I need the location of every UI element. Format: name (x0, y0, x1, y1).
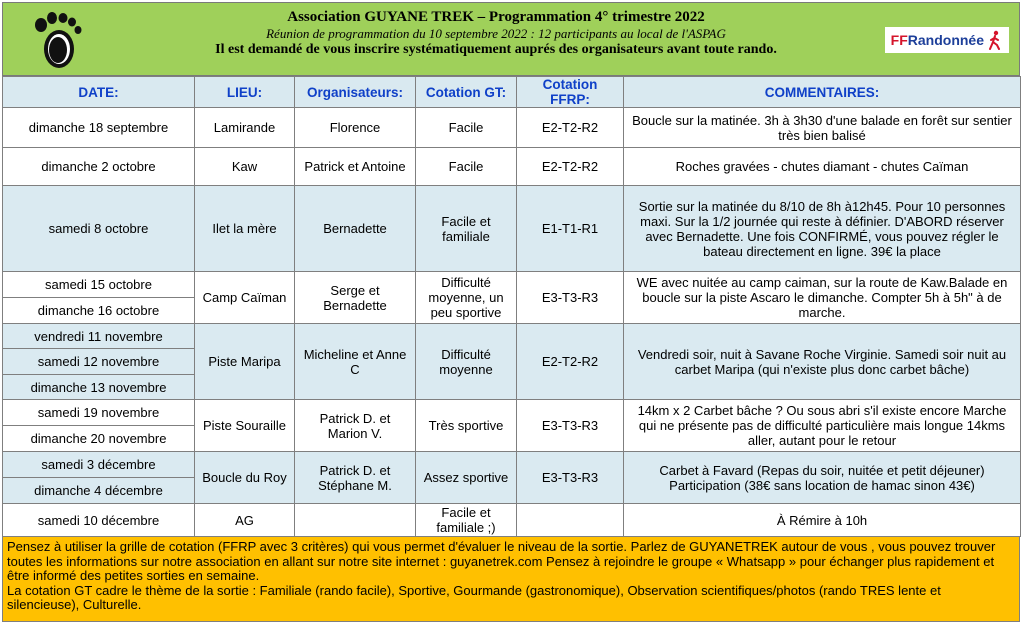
cotation-gt-cell: Facile et familiale (416, 186, 517, 272)
table-row (3, 272, 1021, 298)
cotation-ffrp-cell: E2-T2-R2 (517, 324, 624, 400)
cotation-ffrp-cell (517, 504, 624, 537)
organisateurs-cell: Micheline et Anne C (295, 324, 416, 400)
organisateurs-cell: Bernadette (295, 186, 416, 272)
lieu-cell: Piste Maripa (195, 324, 295, 400)
organisateurs-cell: Patrick D. et Stéphane M. (295, 452, 416, 504)
lieu-cell: Boucle du Roy (195, 452, 295, 504)
hiker-icon (987, 30, 1003, 50)
footer-text-2: La cotation GT cadre le thème de la sortie : Familiale (rando facile), Sportive, Gourmande (gastronomique), Observation scientifiques/photos (rando TRES lente et silencieuse), Culturelle. (7, 582, 941, 612)
cotation-ffrp-cell: E3-T3-R3 (517, 452, 624, 504)
organisateurs-cell (295, 504, 416, 537)
date-cell: samedi 15 octobre (3, 272, 195, 298)
column-header-lieu: LIEU: (195, 77, 295, 108)
date-cell: dimanche 18 septembre (3, 108, 195, 148)
column-header-organisateurs: Organisateurs: (295, 77, 416, 108)
commentaires-cell: 14km x 2 Carbet bâche ? Ou sous abri s'il existe encore Marche qui ne présente pas de difficulté particulière mais longue 14kms aller, autant pour le retour (624, 400, 1021, 452)
header-text-block (113, 9, 879, 58)
lieu-cell: AG (195, 504, 295, 537)
date-cell: dimanche 20 novembre (3, 426, 195, 452)
table-row (3, 452, 1021, 478)
lieu-cell: Kaw (195, 148, 295, 186)
lieu-cell: Lamirande (195, 108, 295, 148)
ffr-logo-ff: FF (890, 32, 908, 48)
table-row (3, 108, 1021, 148)
date-cell: dimanche 16 octobre (3, 298, 195, 324)
program-table (2, 76, 1021, 537)
commentaires-cell: Sortie sur la matinée du 8/10 de 8h à12h45. Pour 10 personnes maxi. Sur la 1/2 journée qui reste à définier. D'ABORD réserver avec Bernadette. Une fois CONFIRMÉ, vous pouvez régler le bateau directement en ligne. 39€ la place (624, 186, 1021, 272)
cotation-gt-cell: Difficulté moyenne, un peu sportive (416, 272, 517, 324)
date-cell: samedi 10 décembre (3, 504, 195, 537)
page-subtitle: Réunion de programmation du 10 septembre 2022 : 12 participants au local de l'ASPAG (266, 26, 726, 41)
commentaires-cell: À Rémire à 10h (624, 504, 1021, 537)
column-header-commentaires: COMMENTAIRES: (624, 77, 1021, 108)
table-body (3, 108, 1021, 537)
cotation-gt-cell: Facile (416, 108, 517, 148)
organisateurs-cell: Patrick D. et Marion V. (295, 400, 416, 452)
commentaires-cell: Vendredi soir, nuit à Savane Roche Virginie. Samedi soir nuit au carbet Maripa (qui n'existe plus donc carbet bâche) (624, 324, 1021, 400)
cotation-gt-cell: Difficulté moyenne (416, 324, 517, 400)
ffrandonnee-logo (885, 27, 1009, 53)
date-cell: samedi 8 octobre (3, 186, 195, 272)
date-cell: samedi 3 décembre (3, 452, 195, 478)
footer-notes (2, 537, 1020, 622)
organisateurs-cell: Patrick et Antoine (295, 148, 416, 186)
date-cell: dimanche 2 octobre (3, 148, 195, 186)
registration-note: Il est demandé de vous inscrire systématiquement auprés des organisateurs avant toute rando. (215, 42, 777, 57)
cotation-gt-cell: Très sportive (416, 400, 517, 452)
table-row (3, 400, 1021, 426)
cotation-ffrp-cell: E3-T3-R3 (517, 272, 624, 324)
table-header-row (3, 77, 1021, 108)
table-row (3, 186, 1021, 272)
ffr-logo-rando: Randonnée (907, 32, 984, 48)
date-cell: dimanche 4 décembre (3, 478, 195, 504)
table-row (3, 148, 1021, 186)
program-sheet (2, 2, 1020, 622)
footer-text-1: Pensez à utiliser la grille de cotation (FFRP avec 3 critères) qui vous permet d'évaluer le niveau de la sortie. Parlez de GUYANETREK autour de vous , vous pouvez trouver toutes les informations sur notre association en allant sur notre site internet : guyanetrek.com Pensez à rejoindre le groupe « Whatsapp » pour échanger plus rapidement et être informé des petites sorties en semaine. (7, 539, 996, 583)
date-cell: vendredi 11 novembre (3, 324, 195, 349)
cotation-gt-cell: Facile et familiale ;) (416, 504, 517, 537)
cotation-ffrp-cell: E3-T3-R3 (517, 400, 624, 452)
lieu-cell: Piste Souraille (195, 400, 295, 452)
commentaires-cell: Boucle sur la matinée. 3h à 3h30 d'une balade en forêt sur sentier très bien balisé (624, 108, 1021, 148)
footprint-icon (25, 9, 87, 71)
commentaires-cell: WE avec nuitée au camp caiman, sur la route de Kaw.Balade en boucle sur la piste Ascaro le dimanche. Compter 5h à 5h" à de marche. (624, 272, 1021, 324)
column-header-date: DATE: (3, 77, 195, 108)
column-header-cotation-gt: Cotation GT: (416, 77, 517, 108)
cotation-gt-cell: Facile (416, 148, 517, 186)
commentaires-cell: Roches gravées - chutes diamant - chutes Caïman (624, 148, 1021, 186)
header-banner (2, 2, 1020, 76)
table-row (3, 324, 1021, 349)
date-cell: samedi 19 novembre (3, 400, 195, 426)
cotation-ffrp-cell: E2-T2-R2 (517, 148, 624, 186)
organisateurs-cell: Serge et Bernadette (295, 272, 416, 324)
date-cell: dimanche 13 novembre (3, 375, 195, 400)
cotation-ffrp-cell: E2-T2-R2 (517, 108, 624, 148)
table-row (3, 504, 1021, 537)
date-cell: samedi 12 novembre (3, 349, 195, 375)
cotation-gt-cell: Assez sportive (416, 452, 517, 504)
cotation-ffrp-cell: E1-T1-R1 (517, 186, 624, 272)
page-title: Association GUYANE TREK – Programmation 4° trimestre 2022 (287, 9, 705, 25)
organisateurs-cell: Florence (295, 108, 416, 148)
column-header-cotation-ffrp: Cotation FFRP: (517, 77, 624, 108)
lieu-cell: Camp Caïman (195, 272, 295, 324)
commentaires-cell: Carbet à Favard (Repas du soir, nuitée et petit déjeuner) Participation (38€ sans location de hamac sinon 43€) (624, 452, 1021, 504)
lieu-cell: Ilet la mère (195, 186, 295, 272)
